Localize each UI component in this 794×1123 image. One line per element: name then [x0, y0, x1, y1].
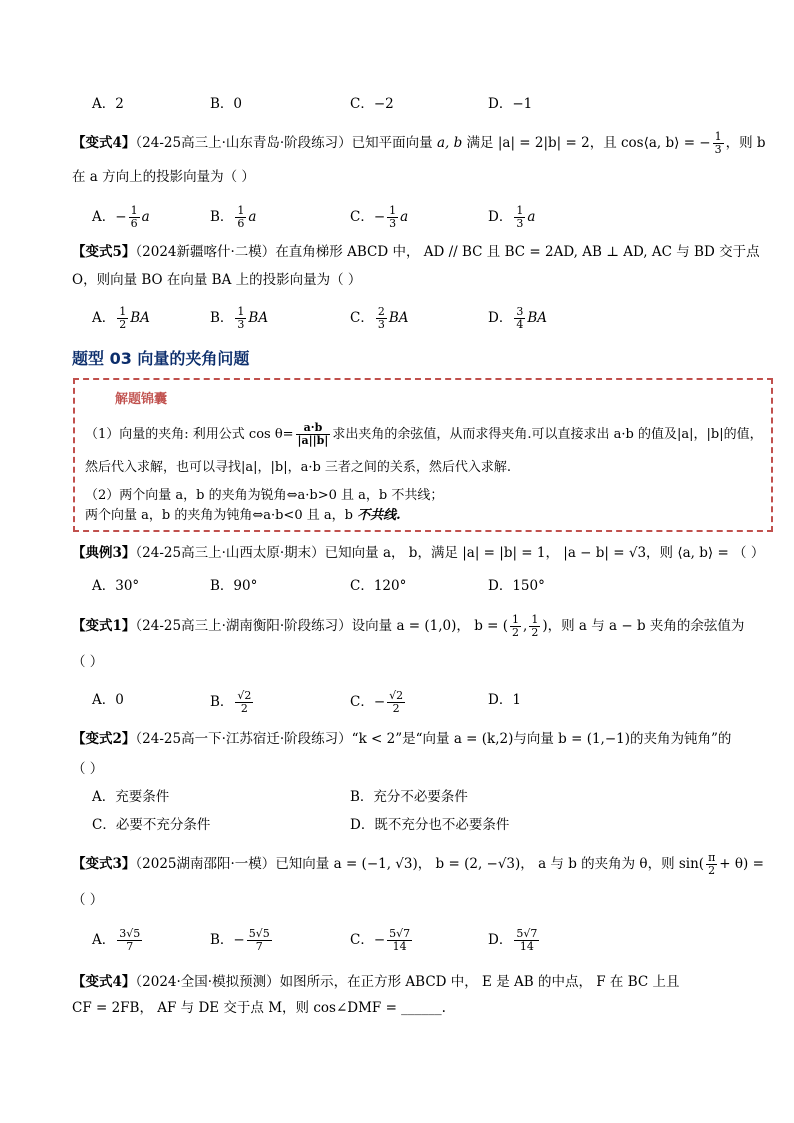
variant1-options: [92, 689, 732, 715]
question-source: （2024新疆喀什·二模）: [135, 244, 276, 260]
variant5-options: [92, 305, 732, 331]
question-text: 已知向量 a = (−1, √3)， b = (2, −√3)， a 与 b 的夹角为 θ，则 sin(: [275, 856, 705, 872]
option-c: C．−2: [350, 96, 394, 112]
option-c: C．120°: [350, 578, 407, 594]
variant2-question-line2: （ ）: [72, 761, 104, 777]
option-c: C． $\frac{2}{3}$ BA: [350, 305, 409, 331]
variant2-options-row2: [92, 815, 732, 835]
tips-line-2: 然后代入求解，也可以寻找|a|，|b|，a·b 三者之间的关系，然后代入求解.: [85, 460, 512, 475]
option-a: A．− $\frac{1}{6}$ a: [92, 204, 150, 230]
variant3-options: [92, 927, 732, 953]
tips-title: 解题锦囊: [115, 392, 168, 407]
tips-line-3: （2）两个向量 a，b 的夹角为锐角⇔a·b>0 且 a，b 不共线；: [85, 488, 444, 503]
question-label: 【变式3】: [72, 856, 136, 872]
variant3-question: 【变式3】（2025湖南邵阳·一模）已知向量 a = (−1, √3)， b = (2, −√3)， a 与 b 的夹角为 θ，则 sin( $\frac{\pi}{2}$ + θ) =: [72, 851, 764, 877]
variant5-question: [72, 242, 760, 262]
option-a: A．0: [92, 692, 124, 708]
option-b: B． $\frac{1}{6}$ a: [210, 204, 257, 230]
question-text: 如图所示，在正方形 ABCD 中， E 是 AB 的中点， F 在 BC 上且: [279, 974, 680, 990]
option-c: C．必要不充分条件: [92, 817, 211, 833]
prev-question-options: [92, 94, 732, 114]
option-b: B． $\frac{√2}{2}$: [210, 689, 252, 715]
option-d: D．1: [488, 692, 521, 708]
question-text: 在直角梯形 ABCD 中， AD // BC 且 BC = 2AD, AB ⊥ AD, AC 与 BD 交于点: [275, 244, 760, 260]
question-label: 【典例3】: [72, 545, 136, 561]
question-label: 【变式5】: [72, 244, 136, 260]
option-a: A．充要条件: [92, 789, 170, 805]
option-a: A．30°: [92, 578, 140, 594]
question-source: （2025湖南邵阳·一模）: [135, 856, 276, 872]
tips-line-4: 两个向量 a，b 的夹角为钝角⇔a·b<0 且 a，b 不共线.: [85, 508, 401, 523]
question-label: 【变式1】: [72, 618, 136, 634]
option-c: C．− $\frac{√2}{2}$: [350, 689, 404, 715]
tips-line-1: （1）向量的夹角: 利用公式 cos θ= $\frac{a\cdot b}{|a||b|}$ 求出夹角的余弦值，从而求得夹角.可以直接求出 a·b 的值及|a|，|b|的值，: [85, 421, 763, 447]
example3-options: [92, 576, 732, 596]
question-text: + θ) =: [719, 856, 764, 872]
variant3-question-line2: （ ）: [72, 892, 104, 908]
option-d: D．既不充分也不必要条件: [350, 817, 510, 833]
variant4-options: [92, 204, 732, 230]
variant1-question-line2: （ ）: [72, 654, 104, 670]
question-text: 满足: [466, 135, 494, 151]
question-text: ，则 b: [725, 135, 766, 151]
question-source: （24-25高三上·湖南衡阳·阶段练习）: [135, 618, 352, 634]
fraction: $\frac{1}{3}$: [714, 130, 722, 156]
variant2-options-row1: [92, 787, 732, 807]
variant4-question: [72, 131, 766, 156]
variant5-question-line2: O，则向量 BO 在向量 BA 上的投影向量为（ ）: [72, 272, 362, 288]
variant1-question: 【变式1】（24-25高三上·湖南衡阳·阶段练习）设向量 a = (1,0)， b = ( $\frac{1}{2}$ , $\frac{1}{2}$ )，则 a 与 a − b 夹角的余弦值为: [72, 613, 745, 639]
question-text: 设向量 a = (1,0)， b = (: [351, 618, 509, 634]
option-b: B．0: [210, 96, 243, 112]
question-condition: |a| = 2|b| = 2，且 cos⟨a, b⟩ = −: [497, 135, 711, 151]
variant4b-question: [72, 972, 680, 992]
option-d: D． $\frac{5√7}{14}$: [488, 927, 538, 953]
tips-box: [73, 378, 773, 532]
option-d: D．−1: [488, 96, 533, 112]
option-c: C．− $\frac{1}{3}$ a: [350, 204, 409, 230]
section-title: 题型 03 向量的夹角问题: [72, 349, 250, 368]
question-source: （2024·全国·模拟预测）: [135, 974, 280, 990]
variant2-question: [72, 729, 731, 749]
question-source: （24-25高一下·江苏宿迁·阶段练习）: [135, 731, 352, 747]
variant4-question-line2: 在 a 方向上的投影向量为（ ）: [72, 169, 255, 185]
question-label: 【变式2】: [72, 731, 136, 747]
question-text: )，则 a 与 a − b 夹角的余弦值为: [542, 618, 745, 634]
option-d: D． $\frac{1}{3}$ a: [488, 204, 536, 230]
question-text: 已知向量 a， b，满足 |a| = |b| = 1， |a − b| = √3，则 ⟨a, b⟩ = （ ）: [324, 545, 765, 561]
option-b: B．充分不必要条件: [350, 789, 468, 805]
question-text: “k < 2”是“向量 a = (k,2)与向量 b = (1,−1)的夹角为钝角”的: [351, 731, 732, 747]
vector-names: a, b: [436, 135, 463, 151]
option-d: D．150°: [488, 578, 545, 594]
option-b: B．90°: [210, 578, 258, 594]
option-c: C．− $\frac{5√7}{14}$: [350, 927, 411, 953]
variant4b-question-line2: CF = 2FB， AF 与 DE 交于点 M，则 cos∠DMF = ______.: [72, 1000, 446, 1016]
option-a: A． $\frac{1}{2}$ BA: [92, 305, 150, 331]
question-source: （24-25高三上·山西太原·期末）: [135, 545, 325, 561]
option-d: D． $\frac{3}{4}$ BA: [488, 305, 547, 331]
question-label: 【变式4】: [72, 974, 136, 990]
option-a: A．2: [92, 96, 124, 112]
question-text: 已知平面向量: [351, 135, 433, 151]
question-source: （24-25高三上·山东青岛·阶段练习）: [135, 135, 352, 151]
example3-question: [72, 543, 764, 563]
option-b: B． $\frac{1}{3}$ BA: [210, 305, 269, 331]
option-b: B．− $\frac{5√5}{7}$: [210, 927, 270, 953]
option-a: A． $\frac{3√5}{7}$: [92, 927, 141, 953]
question-label: 【变式4】: [72, 135, 136, 151]
